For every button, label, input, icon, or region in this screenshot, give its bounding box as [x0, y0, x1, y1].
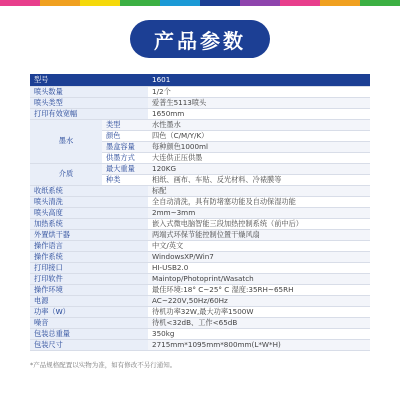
- footnote: *产品规格配置以实物为准，如有修改不另行通知。: [30, 361, 177, 369]
- row-value: 待机功率32W,最大功率1500W: [148, 306, 370, 317]
- row-value: 爱普生5113喷头: [148, 97, 370, 108]
- row-label: 包装总重量: [30, 328, 148, 339]
- stripe-segment: [120, 0, 160, 6]
- row-value: HI-USB2.0: [148, 262, 370, 273]
- row-label: 打印接口: [30, 262, 148, 273]
- row-label: 操作系统: [30, 251, 148, 262]
- table-row: [30, 262, 370, 273]
- table-row: [30, 218, 370, 229]
- sub-label: 类型: [102, 119, 148, 130]
- row-value: 大连供正压供墨: [148, 152, 370, 163]
- table-row: [30, 240, 370, 251]
- row-label: 喷头高度: [30, 207, 148, 218]
- row-label: 喷头数量: [30, 86, 148, 97]
- group-label: 介质: [30, 163, 102, 185]
- sub-label: 墨盒容量: [102, 141, 148, 152]
- row-label: 外置烘干器: [30, 229, 148, 240]
- row-value: 350kg: [148, 328, 370, 339]
- sub-label: 种类: [102, 174, 148, 185]
- table-row: [30, 295, 370, 306]
- table-row: [30, 273, 370, 284]
- row-label: 包装尺寸: [30, 339, 148, 350]
- model-value: 1601: [148, 74, 370, 86]
- stripe-segment: [200, 0, 240, 6]
- row-value: 嵌入式微电脑智能三段加热控制系统（前中后）: [148, 218, 370, 229]
- row-value: 1/2个: [148, 86, 370, 97]
- stripe-segment: [160, 0, 200, 6]
- row-label: 加热系统: [30, 218, 148, 229]
- row-value: 中文/英文: [148, 240, 370, 251]
- table-row: [30, 229, 370, 240]
- row-label: 噪音: [30, 317, 148, 328]
- row-value: 两端式环保节能控制位置干燥风扇: [148, 229, 370, 240]
- color-stripe: [0, 0, 400, 6]
- row-value: 2715mm*1095mm*800mm(L*W*H): [148, 339, 370, 350]
- stripe-segment: [0, 0, 40, 6]
- model-label: 型号: [30, 74, 148, 86]
- row-value: 四色（C/M/Y/K）: [148, 130, 370, 141]
- row-value: 相纸、画布、车贴、反光材料、冷裱膜等: [148, 174, 370, 185]
- row-label: 收纸系统: [30, 185, 148, 196]
- row-value: 最佳环境:18° C~25° C 湿度:35RH~65RH: [148, 284, 370, 295]
- table-row: [30, 339, 370, 350]
- table-row: [30, 328, 370, 339]
- row-value: 2mm~3mm: [148, 207, 370, 218]
- sub-label: 供墨方式: [102, 152, 148, 163]
- row-value: Maintop/Photoprint/Wasatch: [148, 273, 370, 284]
- table-header-row: [30, 74, 370, 86]
- stripe-segment: [80, 0, 120, 6]
- table-row: [30, 251, 370, 262]
- row-label: 喷头类型: [30, 97, 148, 108]
- row-label: 喷头清洗: [30, 196, 148, 207]
- table-row: [30, 317, 370, 328]
- sub-label: 最大重量: [102, 163, 148, 174]
- table-row: [30, 284, 370, 295]
- table-row: [30, 97, 370, 108]
- table-row: [30, 119, 370, 130]
- row-value: 120KG: [148, 163, 370, 174]
- row-label: 操作环境: [30, 284, 148, 295]
- row-label: 打印软件: [30, 273, 148, 284]
- stripe-segment: [320, 0, 360, 6]
- row-value: WindowsXP/Win7: [148, 251, 370, 262]
- group-label: 墨水: [30, 119, 102, 163]
- table-row: [30, 306, 370, 317]
- row-value: AC~220V,50Hz/60Hz: [148, 295, 370, 306]
- table-row: [30, 185, 370, 196]
- row-value: 待机<32dB、工作<65dB: [148, 317, 370, 328]
- row-label: 打印有效宽幅: [30, 108, 148, 119]
- stripe-segment: [360, 0, 400, 6]
- stripe-segment: [240, 0, 280, 6]
- table-row: [30, 196, 370, 207]
- table-row: [30, 86, 370, 97]
- row-value: 全自动清洗，具有防堵塞功能及自动保湿功能: [148, 196, 370, 207]
- stripe-segment: [40, 0, 80, 6]
- table-row: [30, 108, 370, 119]
- sub-label: 颜色: [102, 130, 148, 141]
- table-row: [30, 163, 370, 174]
- row-label: 功率（W）: [30, 306, 148, 317]
- spec-table: [30, 74, 370, 351]
- stripe-segment: [280, 0, 320, 6]
- row-value: 每种颜色1000ml: [148, 141, 370, 152]
- table-row: [30, 207, 370, 218]
- page-title: 产品参数: [130, 20, 270, 58]
- row-label: 操作语言: [30, 240, 148, 251]
- row-value: 水性墨水: [148, 119, 370, 130]
- row-value: 1650mm: [148, 108, 370, 119]
- row-value: 标配: [148, 185, 370, 196]
- row-label: 电源: [30, 295, 148, 306]
